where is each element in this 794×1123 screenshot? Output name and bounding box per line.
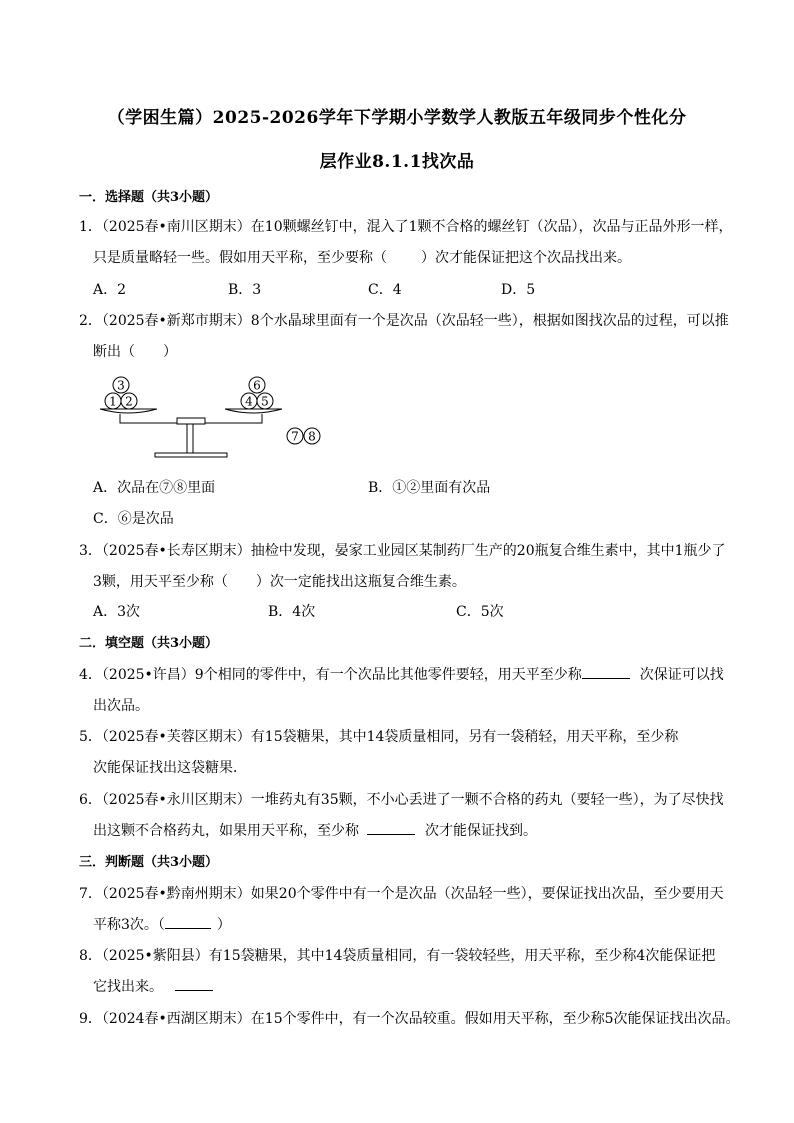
question-1-text-a: 只是质量略轻一些。假如用天平称，至少要称（ bbox=[93, 250, 387, 266]
question-9-line-1: 9．（2024春•西湖区期末）在15个零件中，有一个次品较重。假如用天平称，至少称5次能保证找出次品。 bbox=[79, 1011, 740, 1027]
answer-blank bbox=[367, 833, 415, 835]
question-8-line-1: 8．（2025•紫阳县）有15袋糖果，其中14袋质量相同，有一袋较轻些，用天平称，至少称4次能保证把 bbox=[79, 948, 716, 964]
q1-option-a: A．2 bbox=[93, 282, 127, 298]
q3-option-b: B．4次 bbox=[268, 604, 316, 620]
svg-text:3: 3 bbox=[117, 378, 125, 393]
q1-option-d: D．5 bbox=[501, 282, 536, 298]
ball-5 bbox=[257, 393, 273, 409]
title-line-1: （学困生篇）2025-2026学年下学期小学数学人教版五年级同步个性化分 bbox=[107, 108, 687, 128]
ball-6 bbox=[249, 377, 265, 393]
ball-2 bbox=[121, 393, 137, 409]
svg-text:8: 8 bbox=[308, 429, 316, 444]
question-6-text-b: 次才能保证找到。 bbox=[425, 823, 537, 839]
svg-text:6: 6 bbox=[253, 378, 261, 393]
svg-text:5: 5 bbox=[261, 394, 269, 409]
balance-scale-figure bbox=[95, 370, 335, 460]
question-6-line-2 bbox=[93, 820, 537, 840]
question-2-line-1: 2．（2025春•新郑市期末）8个水晶球里面有一个是次品（次品轻一些），根据如图找次品的过程，可以推 bbox=[79, 313, 729, 329]
question-5-line-2: 次能保证找出这袋糖果． bbox=[93, 760, 247, 776]
answer-blank bbox=[175, 989, 213, 991]
question-3-line-1: 3．（2025春•长寿区期末）抽检中发现，晏家工业园区某制药厂生产的20瓶复合维生素中，其中1瓶少了 bbox=[79, 543, 726, 559]
ball-1 bbox=[105, 393, 121, 409]
q3-option-a: A．3次 bbox=[93, 604, 141, 620]
question-6-line-1: 6．（2025春•永川区期末）一堆药丸有35颗，不小心丢进了一颗不合格的药丸（要轻一些），为了尽快找 bbox=[79, 792, 724, 808]
question-1-line-1: 1．（2025春•南川区期末）在10颗螺丝钉中，混入了1颗不合格的螺丝钉（次品），次品与正品外形一样， bbox=[79, 219, 733, 235]
question-4-line-2: 出次品。 bbox=[93, 698, 149, 714]
question-4-text-b: 次保证可以找 bbox=[639, 667, 724, 683]
ball-7 bbox=[287, 428, 303, 444]
ball-4 bbox=[241, 393, 257, 409]
q2-option-b: B．①②里面有次品 bbox=[368, 480, 491, 496]
question-7-text-b: ） bbox=[216, 917, 231, 933]
question-4-line-1 bbox=[79, 664, 724, 684]
question-7-line-2 bbox=[93, 914, 231, 934]
section-heading-fill: 二．填空题（共3小题） bbox=[79, 636, 219, 651]
answer-blank bbox=[582, 677, 630, 679]
question-3-line-2: 3颗，用天平至少称（ ）次一定能找出这瓶复合维生素。 bbox=[93, 574, 466, 590]
title-line-2: 层作业8.1.1找次品 bbox=[319, 152, 475, 172]
question-8-text: 它找出来。 bbox=[93, 979, 163, 995]
q2-option-a: A．次品在⑦⑧里面 bbox=[93, 480, 216, 496]
svg-text:4: 4 bbox=[245, 394, 253, 409]
ball-3 bbox=[113, 377, 129, 393]
scale-base bbox=[155, 453, 227, 457]
answer-blank bbox=[165, 927, 211, 929]
question-2-line-2: 断出（ ） bbox=[93, 344, 177, 360]
q1-option-c: C．4 bbox=[368, 282, 402, 298]
question-7-text-a: 平称3次。（ bbox=[93, 917, 165, 933]
section-heading-choice: 一．选择题（共3小题） bbox=[79, 190, 219, 205]
q3-option-c: C．5次 bbox=[456, 604, 504, 620]
svg-text:7: 7 bbox=[291, 429, 299, 444]
section-heading-judge: 三．判断题（共3小题） bbox=[79, 855, 219, 870]
question-1-text-b: ）次才能保证把这个次品找出来。 bbox=[421, 250, 631, 266]
question-1-line-2 bbox=[93, 247, 631, 267]
question-5-line-1: 5．（2025春•芙蓉区期末）有15袋糖果，其中14袋质量相同，另有一袋稍轻，用天平称，至少称 bbox=[79, 729, 679, 745]
svg-text:2: 2 bbox=[125, 394, 133, 409]
question-6-text-a: 出这颗不合格药丸，如果用天平称，至少称 bbox=[93, 823, 359, 839]
q2-option-c: C．⑥是次品 bbox=[93, 511, 174, 527]
svg-text:1: 1 bbox=[109, 394, 117, 409]
question-7-line-1: 7．（2025春•黔南州期末）如果20个零件中有一个是次品（次品轻一些），要保证找出次品，至少要用天 bbox=[79, 886, 724, 902]
question-8-line-2 bbox=[93, 976, 213, 996]
ball-8 bbox=[304, 428, 320, 444]
q1-option-b: B．3 bbox=[228, 282, 262, 298]
question-4-text-a: 4．（2025•许昌）9个相同的零件中，有一个次品比其他零件要轻，用天平至少称 bbox=[79, 667, 582, 683]
